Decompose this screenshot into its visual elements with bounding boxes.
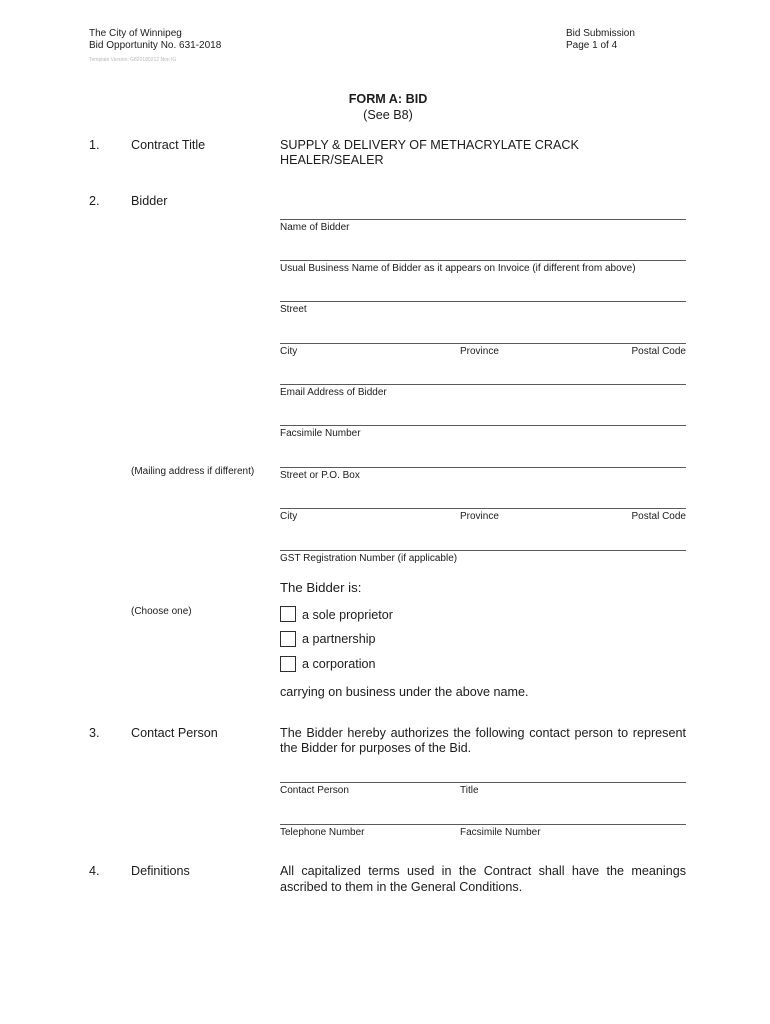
bid-opportunity-number: Bid Opportunity No. 631-2018 xyxy=(89,40,222,51)
contact-statement-line: the Bidder for purposes of the Bid. xyxy=(280,741,472,755)
field-label: Postal Code xyxy=(631,346,686,357)
fax-field[interactable] xyxy=(280,412,686,426)
entity-type-prompt: The Bidder is: xyxy=(280,580,362,595)
document-type: Bid Submission xyxy=(566,28,635,39)
contract-title-line: SUPPLY & DELIVERY OF METHACRYLATE CRACK xyxy=(280,138,579,152)
mailing-street-field[interactable] xyxy=(280,454,686,468)
field-label: Usual Business Name of Bidder as it appears on Invoice (if different from above) xyxy=(280,263,636,274)
mailing-province-field[interactable] xyxy=(460,495,620,509)
mailing-city-field[interactable] xyxy=(280,495,460,509)
page-indicator: Page 1 of 4 xyxy=(566,40,618,51)
field-label: Contact Person xyxy=(280,785,349,796)
postal-code-field[interactable] xyxy=(620,330,686,344)
corporation-checkbox[interactable] xyxy=(280,656,296,672)
street-field[interactable] xyxy=(280,288,686,302)
field-label: Street or P.O. Box xyxy=(280,470,360,481)
gst-number-field[interactable] xyxy=(280,537,686,551)
contact-person-field[interactable] xyxy=(280,769,460,783)
field-label: Province xyxy=(460,511,499,522)
bidder-name-field[interactable] xyxy=(280,206,686,220)
option-label: a sole proprietor xyxy=(302,608,394,622)
section-number: 1. xyxy=(89,138,100,152)
province-field[interactable] xyxy=(460,330,620,344)
field-label: Postal Code xyxy=(631,511,686,522)
entity-type-suffix: carrying on business under the above name. xyxy=(280,685,529,699)
business-name-field[interactable] xyxy=(280,247,686,261)
organization-name: The City of Winnipeg xyxy=(89,28,182,39)
section-label: Definitions xyxy=(131,864,190,878)
definitions-statement-line: All capitalized terms used in the Contract shall have the meanings xyxy=(280,864,686,878)
sole-proprietor-checkbox[interactable] xyxy=(280,606,296,622)
field-label: Facsimile Number xyxy=(460,827,541,838)
field-label: Street xyxy=(280,304,307,315)
definitions-statement-line: ascribed to them in the General Conditions. xyxy=(280,880,523,894)
contract-title-line: HEALER/SEALER xyxy=(280,153,384,167)
mailing-address-note: (Mailing address if different) xyxy=(131,466,255,477)
section-label: Contact Person xyxy=(131,726,218,740)
option-label: a corporation xyxy=(302,657,376,671)
contact-statement-line: The Bidder hereby authorizes the following contact person to represent xyxy=(280,726,686,740)
choose-one-note: (Choose one) xyxy=(131,606,192,617)
template-version: Template Version: G820180212 Non IG xyxy=(89,57,177,63)
field-label: GST Registration Number (if applicable) xyxy=(280,553,458,564)
form-title: FORM A: BID xyxy=(348,92,428,106)
field-label: City xyxy=(280,511,298,522)
form-reference: (See B8) xyxy=(363,108,413,122)
field-label: Email Address of Bidder xyxy=(280,387,387,398)
telephone-field[interactable] xyxy=(280,811,460,825)
field-label: Title xyxy=(460,785,479,796)
field-label: Province xyxy=(460,346,499,357)
option-label: a partnership xyxy=(302,632,376,646)
section-number: 2. xyxy=(89,194,100,208)
field-label: Facsimile Number xyxy=(280,428,361,439)
section-number: 3. xyxy=(89,726,100,740)
email-field[interactable] xyxy=(280,371,686,385)
contact-title-field[interactable] xyxy=(460,769,686,783)
field-label: Telephone Number xyxy=(280,827,365,838)
mailing-postal-code-field[interactable] xyxy=(620,495,686,509)
field-label: Name of Bidder xyxy=(280,222,350,233)
field-label: City xyxy=(280,346,298,357)
section-number: 4. xyxy=(89,864,100,878)
city-field[interactable] xyxy=(280,330,460,344)
section-label: Bidder xyxy=(131,194,168,208)
contact-fax-field[interactable] xyxy=(460,811,686,825)
section-label: Contract Title xyxy=(131,138,206,152)
partnership-checkbox[interactable] xyxy=(280,631,296,647)
